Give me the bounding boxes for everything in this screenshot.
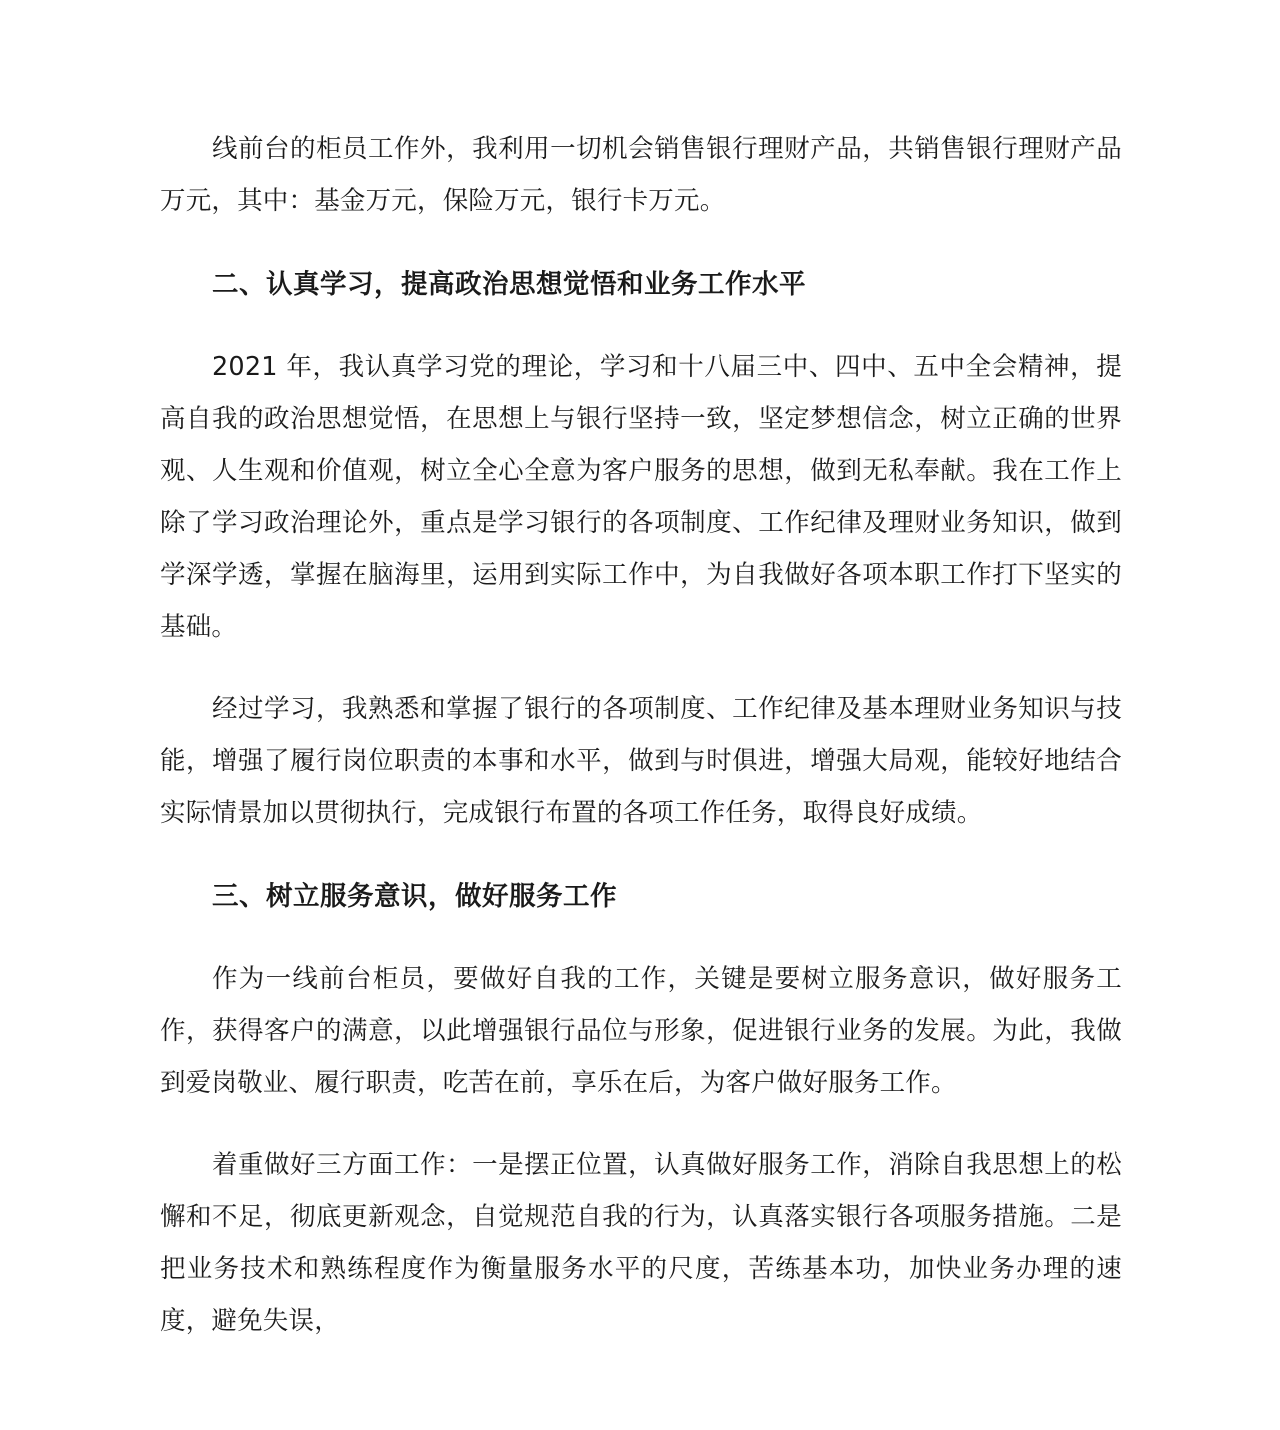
paragraph-study-theory: 2021 年，我认真学习党的理论，学习和十八届三中、四中、五中全会精神，提高自我的政治思想觉悟，在思想上与银行坚持一致，坚定梦想信念，树立正确的世界观、人生观和价值观，树立全心全意为客户服务的思想，做到无私奉献。我在工作上除了学习政治理论外，重点是学习银行的各项制度、工作纪律及理财业务知识，做到学深学透，掌握在脑海里，运用到实际工作中，为自我做好各项本职工作打下坚实的基础。 (160, 352, 1122, 642)
heading-section-three: 三、树立服务意识，做好服务工作 (212, 881, 617, 912)
paragraph-service-awareness: 作为一线前台柜员，要做好自我的工作，关键是要树立服务意识，做好服务工作，获得客户的满意，以此增强银行品位与形象，促进银行业务的发展。为此，我做到爱岗敬业、履行职责，吃苦在前，享乐在后，为客户做好服务工作。 (160, 964, 1122, 1098)
paragraph-three-aspects: 着重做好三方面工作：一是摆正位置，认真做好服务工作，消除自我思想上的松懈和不足，彻底更新观念，自觉规范自我的行为，认真落实银行各项服务措施。二是把业务技术和熟练程度作为衡量服务水平的尺度，苦练基本功，加快业务办理的速度，避免失误， (160, 1150, 1122, 1336)
document-text-column (160, 0, 1122, 1347)
heading-section-two: 二、认真学习，提高政治思想觉悟和业务工作水平 (212, 269, 806, 300)
paragraph-sales-summary: 线前台的柜员工作外，我利用一切机会销售银行理财产品，共销售银行理财产品万元，其中：基金万元，保险万元，银行卡万元。 (160, 134, 1122, 216)
paragraph-study-result: 经过学习，我熟悉和掌握了银行的各项制度、工作纪律及基本理财业务知识与技能，增强了履行岗位职责的本事和水平，做到与时俱进，增强大局观，能较好地结合实际情景加以贯彻执行，完成银行布置的各项工作任务，取得良好成绩。 (160, 694, 1122, 828)
